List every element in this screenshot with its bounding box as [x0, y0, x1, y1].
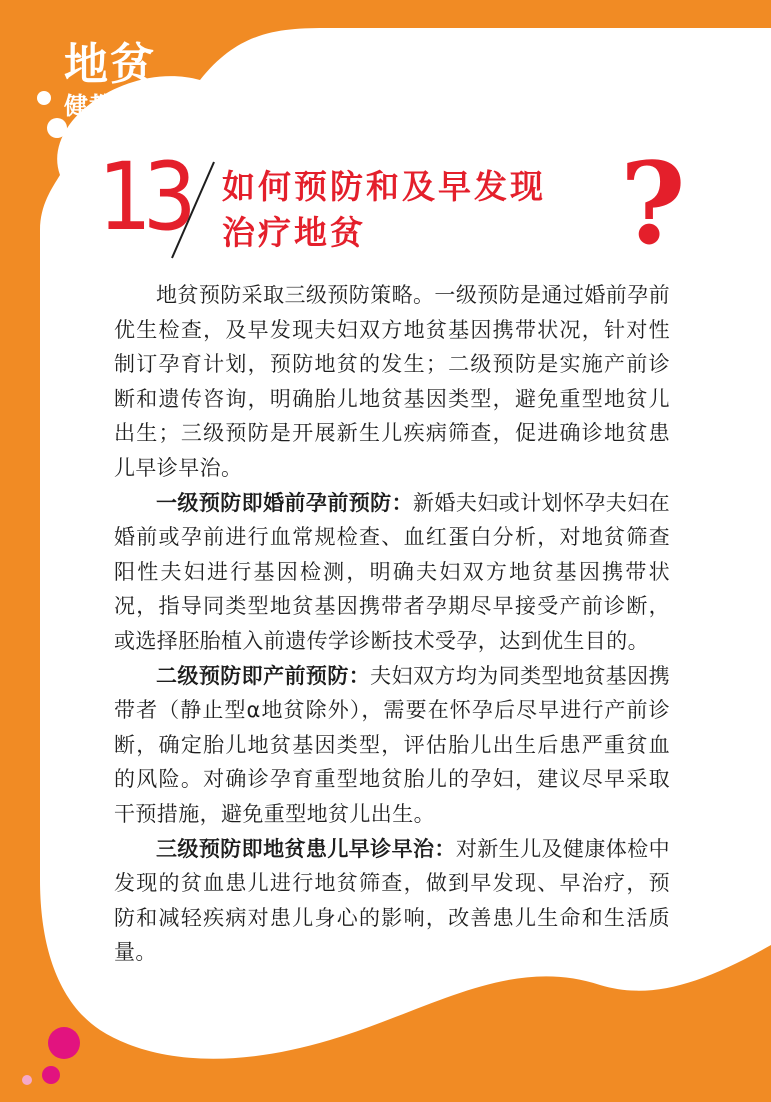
brand-title: 地贫 — [64, 39, 156, 90]
decor-dot-magenta-small — [42, 1066, 60, 1084]
slash-divider — [168, 160, 218, 260]
question-number: 13 — [98, 143, 188, 252]
decor-dot — [37, 91, 51, 105]
question-title — [222, 164, 546, 256]
brand-subtitle: 健教知识 — [64, 92, 164, 120]
question-title-line1: 如何预防和及早发现 — [222, 167, 546, 206]
decor-dot-pink — [22, 1075, 32, 1085]
paragraph-secondary-prevention: 二级预防即产前预防：夫妇双方均为同类型地贫基因携带者（静止型α地贫除外），需要在怀孕后尽早进行产前诊断，确定胎儿地贫基因类型，评估胎儿出生后患严重贫血的风险。对确诊孕育重型地贫胎儿的孕妇，建议尽早采取干预措施，避免重型地贫儿出生。 — [114, 663, 670, 826]
paragraph-lead: 一级预防即婚前孕前预防： — [156, 490, 413, 515]
paragraph-tertiary-prevention: 三级预防即地贫患儿早诊早治：对新生儿及健康体检中发现的贫血患儿进行地贫筛查，做到早发现、早治疗，预防和减轻疾病对患儿身心的影响，改善患儿生命和生活质量。 — [114, 836, 670, 965]
question-title-line2: 治疗地贫 — [222, 213, 366, 252]
paragraph-lead: 二级预防即产前预防： — [156, 663, 371, 688]
brand-header — [64, 40, 164, 120]
decor-dot — [47, 118, 67, 138]
article-body — [114, 278, 670, 970]
decor-dot-magenta — [48, 1027, 80, 1059]
paragraph-intro: 地贫预防采取三级预防策略。一级预防是通过婚前孕前优生检查，及早发现夫妇双方地贫基因携带状况，针对性制订孕育计划，预防地贫的发生；二级预防是实施产前诊断和遗传咨询，明确胎儿地贫基因类型，避免重型地贫儿出生；三级预防是开展新生儿疾病筛查，促进确诊地贫患儿早诊早治。 — [114, 283, 670, 480]
paragraph-lead: 三级预防即地贫患儿早诊早治： — [156, 836, 456, 861]
paragraph-primary-prevention: 一级预防即婚前孕前预防：新婚夫妇或计划怀孕夫妇在婚前或孕前进行血常规检查、血红蛋白分析，对地贫筛查阳性夫妇进行基因检测，明确夫妇双方地贫基因携带状况，指导同类型地贫基因携带者孕期尽早接受产前诊断，或选择胚胎植入前遗传学诊断技术受孕，达到优生目的。 — [114, 490, 670, 653]
question-mark: ? — [620, 139, 686, 270]
